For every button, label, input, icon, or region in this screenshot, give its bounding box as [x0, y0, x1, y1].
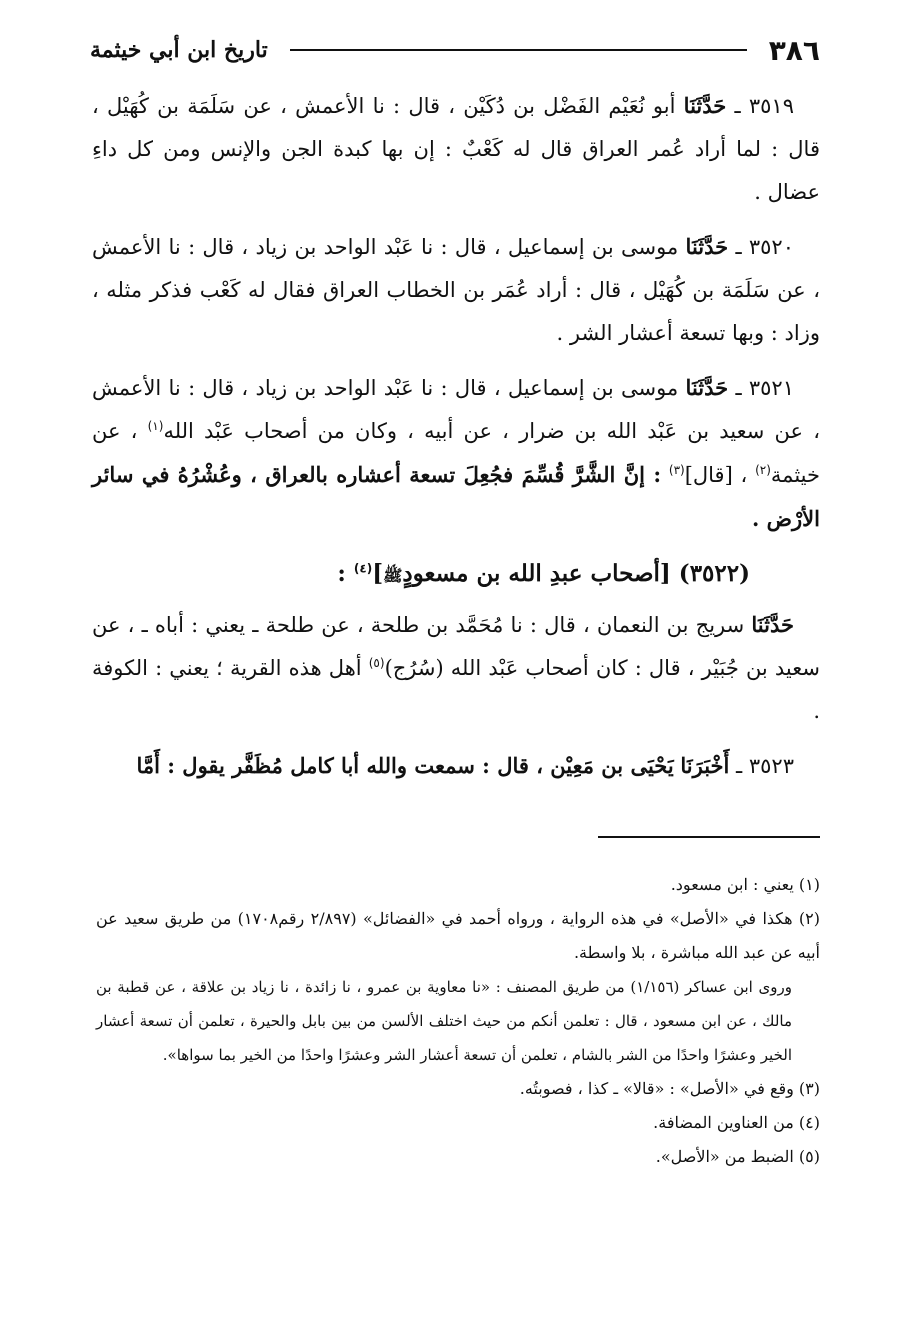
hadith-text: أبو نُعَيْم الفَضْل بن دُكَيْن ، قال : نا الأعمش ، عن سَلَمَة بن كُهَيْل ، قال : لما أراد عُمر العراق قال له كَعْبٌ : إن بها كبدة الجن والإنس ومن كل داءِ عضال .	[92, 94, 820, 204]
hadith-3519	[92, 84, 820, 214]
footnote-5: (٥) الضبط من «الأصل».	[655, 1147, 820, 1166]
hadith-text: ، عن خيثمة	[92, 419, 820, 487]
hadith-text: : إنَّ الشَّرَّ قُسِّمَ فجُعِلَ تسعة أعشاره بالعراق ، وعُشْرُهُ في سائر الأرْض .	[92, 462, 820, 531]
narration-verb: حَدَّثَنَا	[685, 234, 729, 259]
main-text	[92, 84, 820, 799]
footnote-ref-1[interactable]: (١)	[147, 419, 164, 433]
footnote-ref-3[interactable]: (٣)	[668, 463, 685, 477]
footnote-separator	[598, 836, 820, 838]
hadith-text: سريج بن النعمان ، قال : نا مُحَمَّد بن طلحة ، عن طلحة ـ يعني : أباه ـ ، عن سعيد بن جُبَيْر ، قال : كان أصحاب عَبْد الله (سُرُج)	[92, 613, 820, 680]
footnotes	[96, 868, 820, 1174]
hadith-text: أهل هذه القرية ؛ يعني : الكوفة .	[92, 656, 820, 723]
header-rule	[290, 49, 747, 51]
footnote-ref-4[interactable]: (٤)	[353, 561, 373, 576]
hadith-number: ٣٥٢٣ ـ	[736, 754, 794, 778]
hadith-number: ٣٥٢١ ـ	[735, 376, 794, 400]
footnote-1: (١) يعني : ابن مسعود.	[670, 875, 820, 894]
footnote-ref-5[interactable]: (٥)	[368, 656, 385, 670]
honorific-glyph: ﷺ	[383, 566, 403, 585]
hadith-text: يَحْيَى بن مَعِيْن ، قال : سمعت والله أبا كامل مُظَفَّر يقول : أَمَّا	[136, 753, 674, 778]
footnote-2-continued: وروى ابن عساكر (١/١٥٦) من طريق المصنف : «نا معاوية بن عمرو ، نا زائدة ، نا زياد بن علاقة ، عن قطبة بن مالك ، عن ابن مسعود ، قال : تعلمن أنكم من حيث اختلف الألسن من بين بابل والحيرة ، تعلمن أن تسعة أعشار الخير وعشرًا واحدًا من الشر بالشام ، تعلمن أن تسعة أعشار الشر وعشرًا واحدًا من الخير بما سواها».	[96, 978, 792, 1064]
hadith-text: ، [قال]	[684, 463, 748, 487]
book-title: تاريخ ابن أبي خيثمة	[90, 37, 268, 63]
chapter-heading	[92, 552, 820, 597]
page-header	[90, 30, 820, 70]
page-number: ٣٨٦	[768, 33, 820, 67]
footnote-2: (٢) هكذا في «الأصل» في هذه الرواية ، ورواه أحمد في «الفضائل» (٢/٨٩٧ رقم١٧٠٨) من طريق سعيد عن أبيه عن عبد الله مباشرة ، بلا واسطة.	[96, 909, 821, 962]
footnote-ref-2[interactable]: (٢)	[755, 463, 771, 477]
hadith-text: موسى بن إسماعيل ، قال : نا عَبْد الواحد بن زياد ، قال : نا الأعمش ، عن سَلَمَة بن كُهَيْل ، قال : أراد عُمَر بن الخطاب العراق فقال له كَعْب فذكر مثله ، وزاد : وبها تسعة أعشار الشر .	[92, 235, 820, 345]
hadith-text: موسى بن إسماعيل ، قال : نا عَبْد الواحد بن زياد ، قال : نا الأعمش ، عن سعيد بن عَبْد الله بن ضرار ، عن أبيه ، وكان من أصحاب عَبْد الله	[92, 376, 820, 443]
heading-colon: :	[337, 560, 346, 587]
hadith-number: ٣٥٢٠ ـ	[735, 235, 794, 259]
narration-verb: حَدَّثَنَا	[683, 93, 727, 118]
footnote-4: (٤) من العناوين المضافة.	[653, 1113, 820, 1132]
heading-bracket: ]	[372, 560, 384, 587]
hadith-3522	[92, 603, 820, 733]
narration-verb: حَدَّثَنَا	[751, 612, 794, 637]
footnote-3: (٣) وقع في «الأصل» : «قالا» ـ كذا ، فصوبتُه.	[519, 1079, 820, 1098]
hadith-3523	[92, 744, 820, 788]
heading-text: (٣٥٢٢) [أصحاب عبدِ الله بن مسعودٍ	[402, 560, 750, 587]
hadith-3521	[92, 366, 820, 541]
narration-verb: أَخْبَرَنَا	[680, 753, 730, 778]
narration-verb: حَدَّثَنَا	[685, 375, 729, 400]
hadith-number: ٣٥١٩ ـ	[734, 94, 794, 118]
hadith-3520	[92, 225, 820, 355]
